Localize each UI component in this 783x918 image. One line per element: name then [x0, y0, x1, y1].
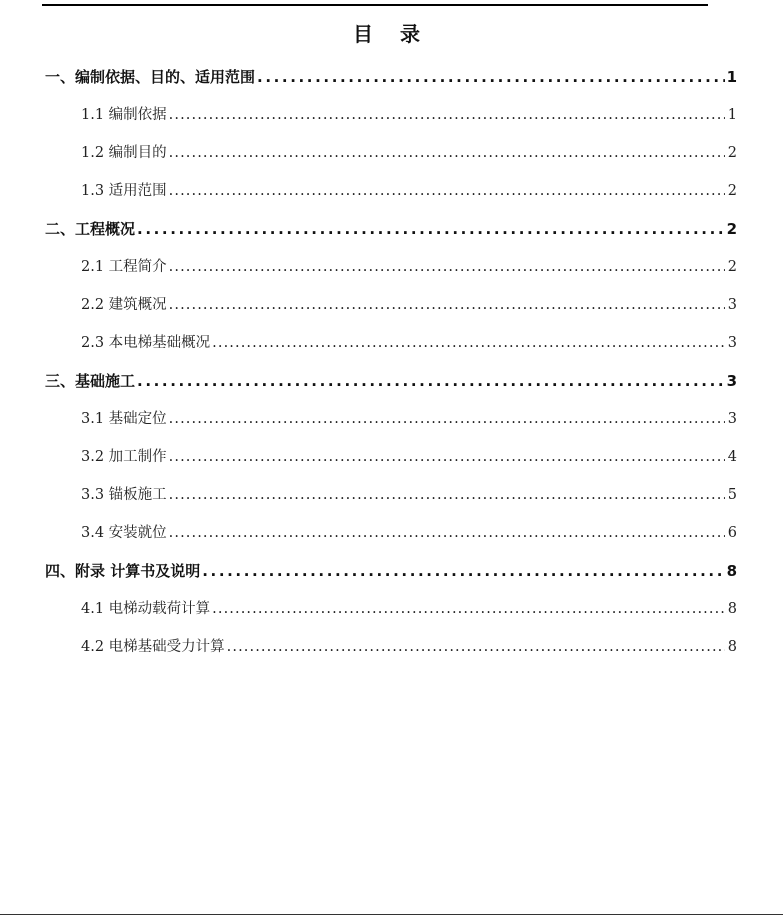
toc-entry-4-1[interactable]	[81, 596, 737, 622]
toc-dot-leader	[169, 102, 725, 128]
toc-entry-text: 二、工程概况	[45, 220, 136, 238]
toc-entry-4[interactable]	[45, 558, 737, 584]
toc-entry-page: 2	[726, 220, 737, 238]
toc-entry-text: 3.4 安装就位	[81, 525, 167, 541]
toc-dot-leader	[169, 444, 725, 470]
toc-dot-leader	[212, 330, 725, 356]
toc-entry-page: 1	[727, 107, 737, 123]
toc-title: 目 录	[353, 22, 430, 46]
toc-dot-leader	[169, 140, 725, 166]
toc-entry-page: 2	[727, 259, 737, 275]
toc-entry-text: 四、附录 计算书及说明	[45, 562, 201, 580]
toc-dot-leader	[212, 596, 725, 622]
toc-dot-leader	[257, 64, 725, 90]
toc-entry-page: 8	[727, 601, 737, 617]
toc-entry-text: 2.1 工程简介	[81, 259, 167, 275]
toc-dot-leader	[137, 368, 725, 394]
toc-entry-page: 4	[727, 449, 737, 465]
toc-entry-1-2[interactable]	[81, 140, 737, 166]
header-rule	[42, 4, 708, 6]
toc-entry-2-2[interactable]	[81, 292, 737, 318]
toc-entry-3-2[interactable]	[81, 444, 737, 470]
toc-entry-text: 2.2 建筑概况	[81, 297, 167, 313]
toc-entry-2-1[interactable]	[81, 254, 737, 280]
toc-dot-leader	[137, 216, 725, 242]
footer-rule	[0, 914, 783, 915]
toc-entry-text: 1.2 编制目的	[81, 145, 167, 161]
toc-entry-page: 3	[727, 411, 737, 427]
toc-entry-text: 三、基础施工	[45, 372, 136, 390]
toc-entry-text: 3.1 基础定位	[81, 411, 167, 427]
toc-entry-page: 3	[727, 335, 737, 351]
toc-entry-text: 4.2 电梯基础受力计算	[81, 639, 225, 655]
toc-entry-text: 1.1 编制依据	[81, 107, 167, 123]
toc-entry-page: 8	[727, 639, 737, 655]
toc-dot-leader	[169, 178, 725, 204]
toc-entry-1-1[interactable]	[81, 102, 737, 128]
toc-entry-1[interactable]	[45, 64, 737, 90]
toc-entry-page: 6	[727, 525, 737, 541]
toc-dot-leader	[169, 482, 725, 508]
toc-entry-2-3[interactable]	[81, 330, 737, 356]
toc-entry-text: 3.2 加工制作	[81, 449, 167, 465]
toc-entry-page: 3	[726, 372, 737, 390]
toc-entry-text: 一、编制依据、目的、适用范围	[45, 68, 256, 86]
toc-entry-page: 2	[727, 183, 737, 199]
toc-entry-page: 2	[727, 145, 737, 161]
toc-dot-leader	[169, 254, 725, 280]
toc-entry-page: 8	[726, 562, 737, 580]
toc-entry-2[interactable]	[45, 216, 737, 242]
toc-entry-text: 4.1 电梯动载荷计算	[81, 601, 211, 617]
toc-entry-page: 3	[727, 297, 737, 313]
toc-entry-3-1[interactable]	[81, 406, 737, 432]
toc-entry-3-4[interactable]	[81, 520, 737, 546]
toc-dot-leader	[227, 634, 725, 660]
toc-entry-3[interactable]	[45, 368, 737, 394]
toc-dot-leader	[169, 406, 725, 432]
toc-entry-page: 1	[726, 68, 737, 86]
toc-dot-leader	[169, 520, 725, 546]
toc-entry-1-3[interactable]	[81, 178, 737, 204]
toc-entry-4-2[interactable]	[81, 634, 737, 660]
toc-entry-text: 1.3 适用范围	[81, 183, 167, 199]
toc-entry-text: 3.3 锚板施工	[81, 487, 167, 503]
toc-dot-leader	[169, 292, 725, 318]
toc-entry-page: 5	[727, 487, 737, 503]
toc-entry-3-3[interactable]	[81, 482, 737, 508]
toc-entry-text: 2.3 本电梯基础概况	[81, 335, 211, 351]
toc-dot-leader	[202, 558, 724, 584]
